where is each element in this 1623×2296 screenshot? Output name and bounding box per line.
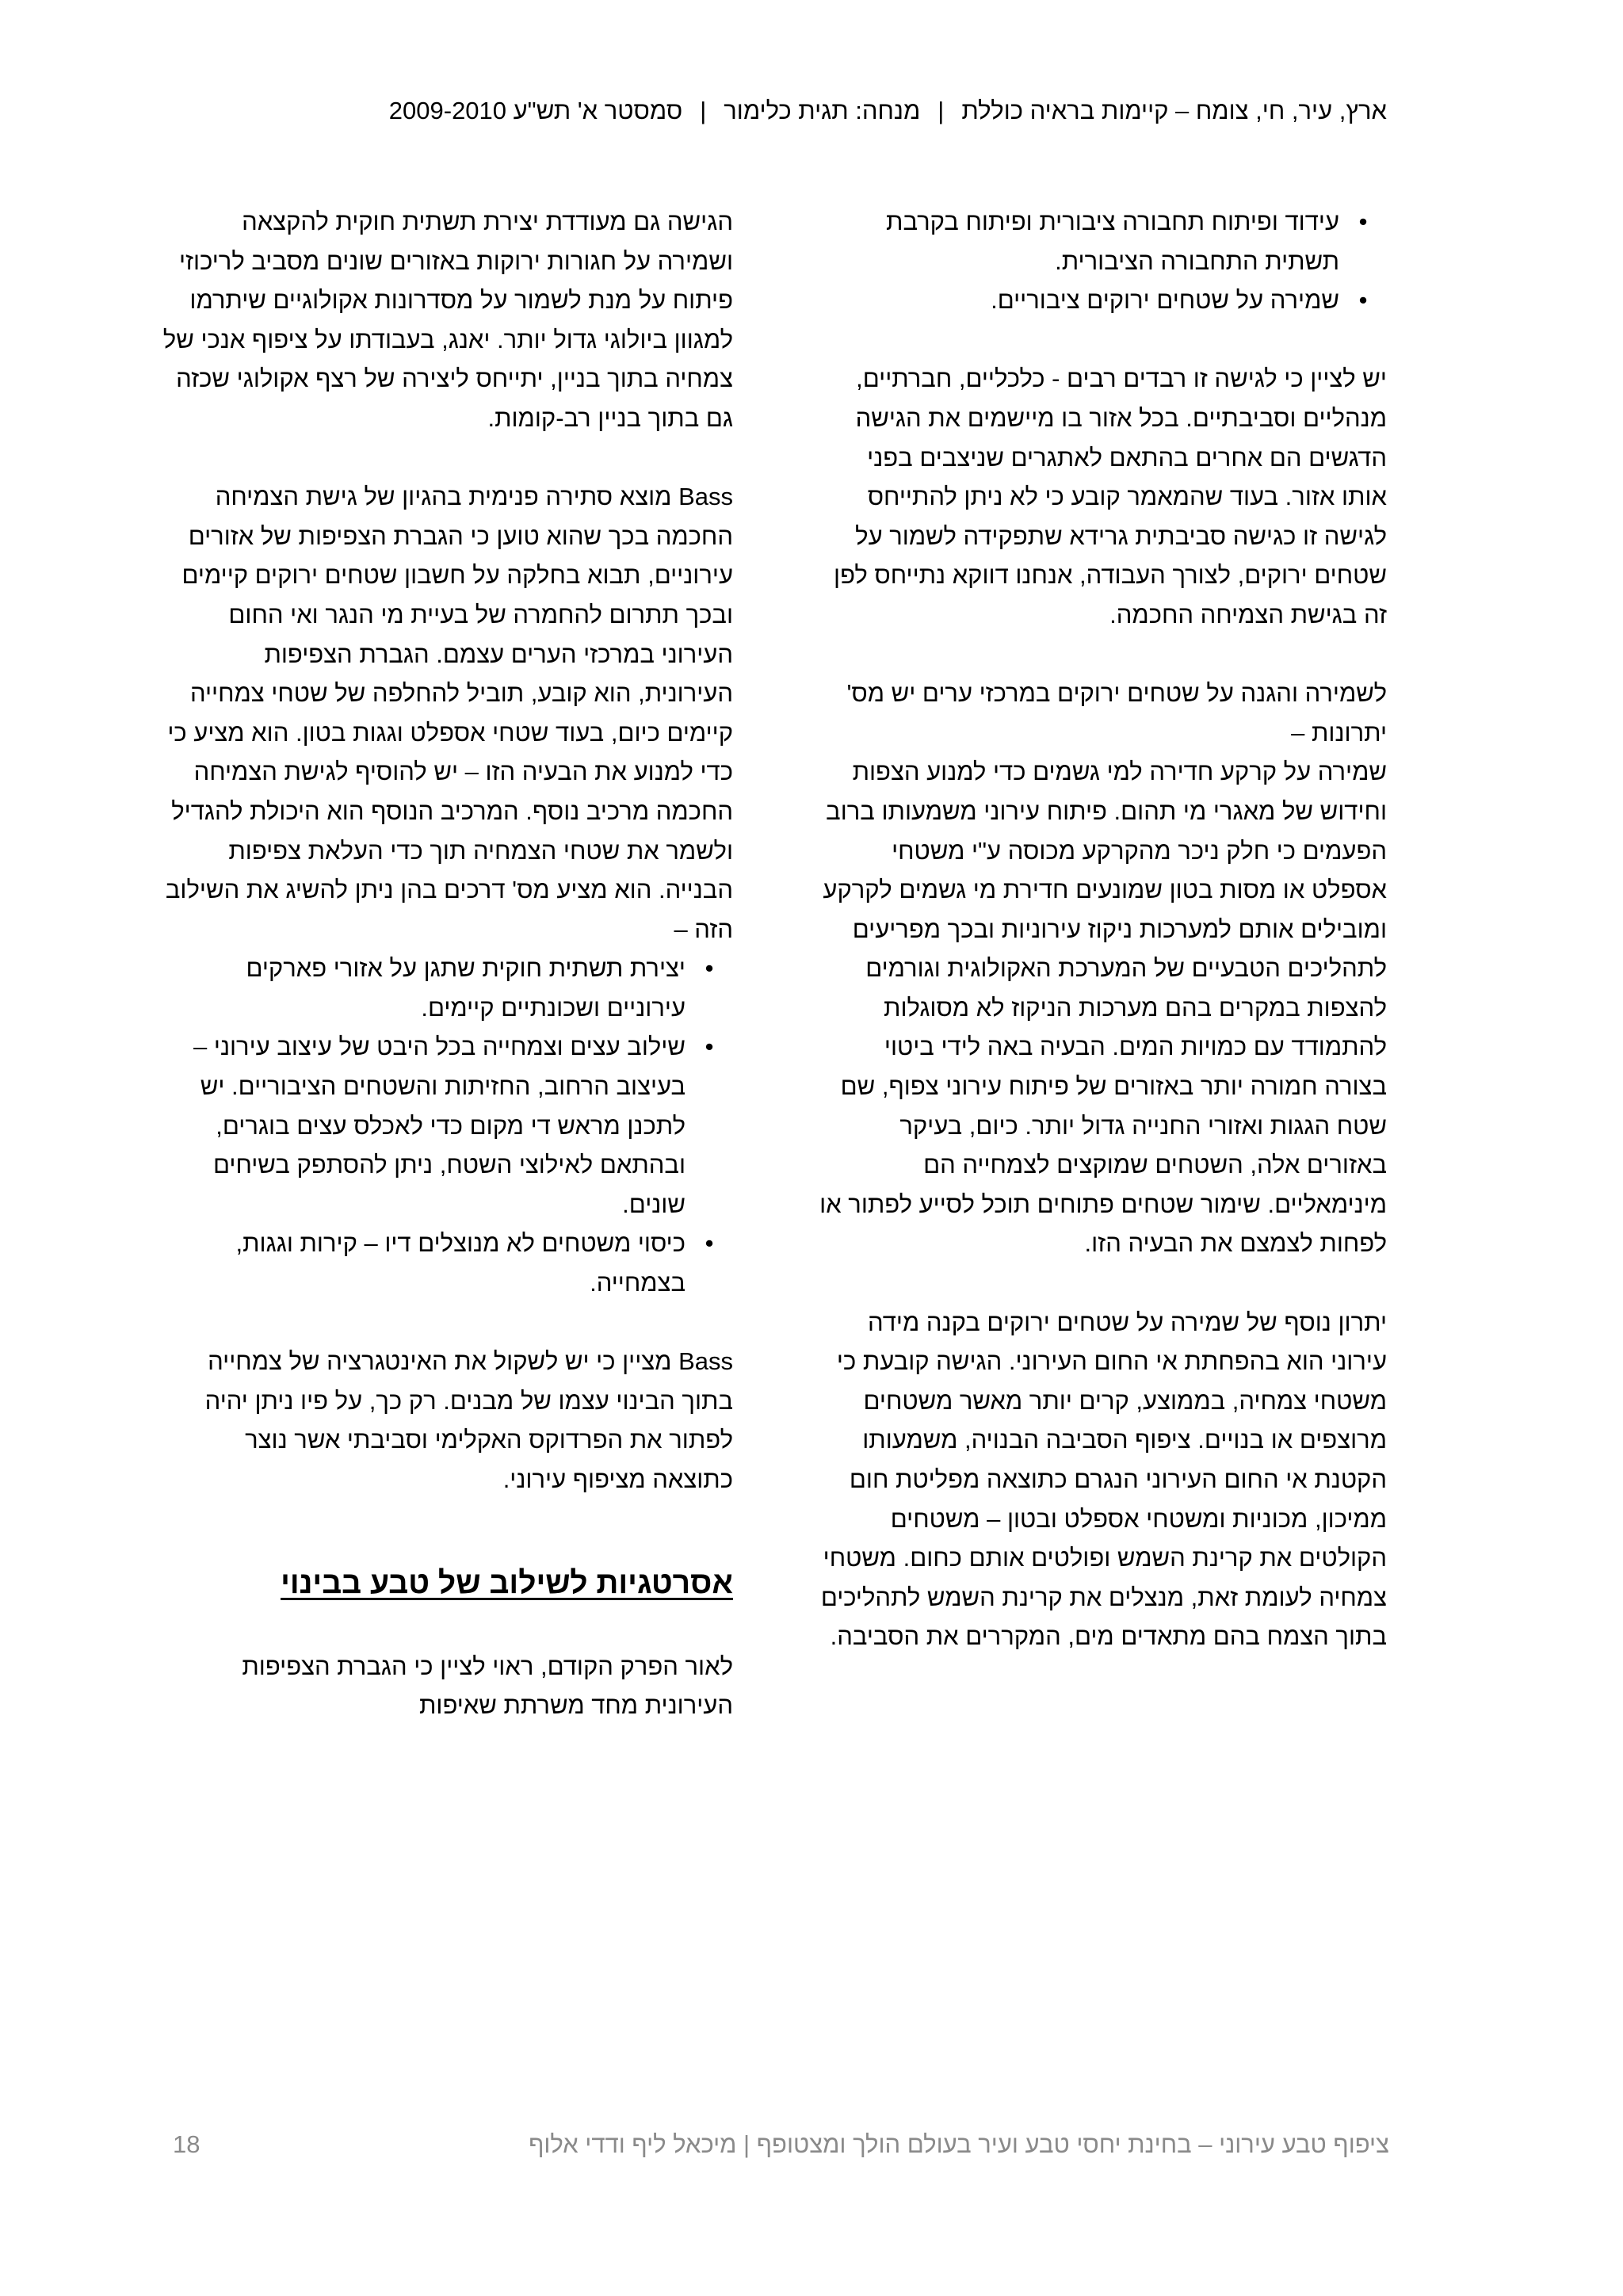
header-instructor: מנחה: תגית כלימור [724,97,921,124]
bullet-list [162,949,733,1302]
list-item: • כיסוי משטחים לא מנוצלים דיו – קירות וגגות, בצמחייה. [162,1224,685,1302]
header-semester: סמסטר א' תש"ע 2009-2010 [388,97,683,124]
paragraph: הגישה גם מעודדת יצירת תשתית חוקית להקצאה ושמירה על חגורות ירוקות באזורים שונים מסביב לריכוזי פיתוח על מנת לשמור על מסדרונות אקולוגיים שיתרמו למגוון ביולוגי גדול יותר. יאנג, בעבודתו על ציפוף אנכי של צמחיה בתוך בניין, יתייחס ליצירה של רצף אקולוגי שכזה גם בתוך בניין רב-קומות. [162,208,733,432]
section-title: אסרטגיות לשילוב של טבע בבינוי [281,1565,733,1600]
list-item: • יצירת תשתית חוקית שתגן על אזורי פארקים עירוניים ושכונתיים קיימים. [162,949,685,1027]
page-number: 18 [173,2130,200,2158]
left-column [162,202,733,1725]
list-item: • שמירה על שטחים ירוקים ציבוריים. [816,281,1339,320]
page-header [202,94,1387,128]
right-column [816,202,1387,1656]
header-course: ארץ, עיר, חי, צומח – קיימות בראיה כוללת [961,97,1387,124]
paragraph: יתרון נוסף של שמירה על שטחים ירוקים בקנה מידה עירוני הוא בהפחתת אי החום העירוני. הגישה קובעת כי משטחי צמחיה, בממוצע, קרים יותר מאשר משטחים מרוצפים או בנויים. ציפוף הסביבה הבנויה, משמעותו הקטנת אי החום העירוני הנגרם כתוצאה מפליטת חום ממיכון, מכוניות ומשטחי אספלט ובטון – משטחים הקולטים את קרינת השמש ופולטים אותם כחום. משטחי צמחיה לעומת זאת, מנצלים את קרינת השמש לתהליכים בתוך הצמח בהם מתאדים מים, המקררים את הסביבה. [820,1308,1387,1651]
footer-title: ציפוף טבע עירוני – בחינת יחסי טבע ועיר בעולם הולך ומצטופף | מיכאל ליף ודדי אלוף [529,2130,1389,2158]
header-separator: | [938,97,945,124]
list-item: • שילוב עצים וצמחייה בכל היבט של עיצוב עירוני – בעיצוב הרחוב, החזיתות והשטחים הציבוריים. יש לתכנן מראש די מקום כדי לאכלס עצים בוגרים, ובהתאם לאילוצי השטח, ניתן להסתפק בשיחים שונים. [162,1027,685,1224]
paragraph: לאור הפרק הקודם, ראוי לציין כי הגברת הצפיפות העירונית מחד משרתת שאיפות [242,1652,733,1720]
paragraph: שמירה על קרקע חדירה למי גשמים כדי למנוע הצפות וחידוש של מאגרי מי תהום. פיתוח עירוני משמעותו ברוב הפעמים כי חלק ניכר מהקרקע מכוסה ע"י משטחי אספלט או מסות בטון שמונעים חדירת מי גשמים לקרקע ומובילים אותם למערכות ניקוז עירוניות ובכך מפריעים לתהליכים הטבעיים של המערכת האקולוגית וגורמים להצפות במקרים בהם מערכות הניקוז לא מסוגלות להתמודד עם כמויות המים. הבעיה באה לידי ביטוי בצורה חמורה יותר באזורים של פיתוח עירוני צפוף, שם שטח הגגות ואזורי החנייה גדול יותר. כיום, בעיקר באזורים אלה, השטחים שמוקצים לצמחייה הם מינימאליים. שימור שטחים פתוחים תוכל לסייע לפתור או לפחות לצמצם את הבעיה הזו. [819,758,1387,1258]
paragraph: Bass מציין כי יש לשקול את האינטגרציה של צמחייה בתוך הבינוי עצמו של מבנים. רק כך, על פיו ניתן יהיה לפתור את הפרדוקס האקלימי וסביבתי אשר נוצר כתוצאה מציפוף עירוני. [204,1347,733,1493]
paragraph: יש לציין כי לגישה זו רבדים רבים - כלכליים, חברתיים, מנהליים וסביבתיים. בכל אזור בו מיישמים את הגישה הדגשים הם אחרים בהתאם לאתגרים שניצבים בפני אותו אזור. בעוד שהמאמר קובע כי לא ניתן להתייחס לגישה זו כגישה סביבתית גרידא שתפקידה לשמור על שטחים ירוקים, לצורך העבודה, אנחנו דווקא נתייחס לפן זה בגישת הצמיחה החכמה. [834,365,1387,628]
header-separator: | [700,97,707,124]
list-item: • עידוד ופיתוח תחבורה ציבורית ופיתוח בקרבת תשתית התחבורה הציבורית. [816,202,1339,281]
paragraph: Bass מוצא סתירה פנימית בהגיון של גישת הצמיחה החכמה בכך שהוא טוען כי הגברת הצפיפות של אזורים עירוניים, תבוא בחלקה על חשבון שטחים ירוקים קיימים ובכך תתרום להחמרה של בעיית מי הנגר ואי החום העירוני במרכזי הערים עצמם. הגברת הצפיפות העירונית, הוא קובע, תוביל להחלפה של שטחי צמחייה קיימים כיום, בעוד שטחי אספלט וגגות בטון. הוא מציע כי כדי למנוע את הבעיה הזו – יש להוסיף לגישת הצמיחה החכמה מרכיב נוסף. המרכיב הנוסף הוא היכולת להגדיל ולשמר את שטחי הצמחיה תוך כדי העלאת צפיפות הבנייה. הוא מציע מס' דרכים בהן ניתן להשיג את השילוב הזה – [165,483,733,943]
paragraph: לשמירה והגנה על שטחים ירוקים במרכזי ערים יש מס' יתרונות – [846,679,1387,747]
bullet-list [816,202,1387,320]
